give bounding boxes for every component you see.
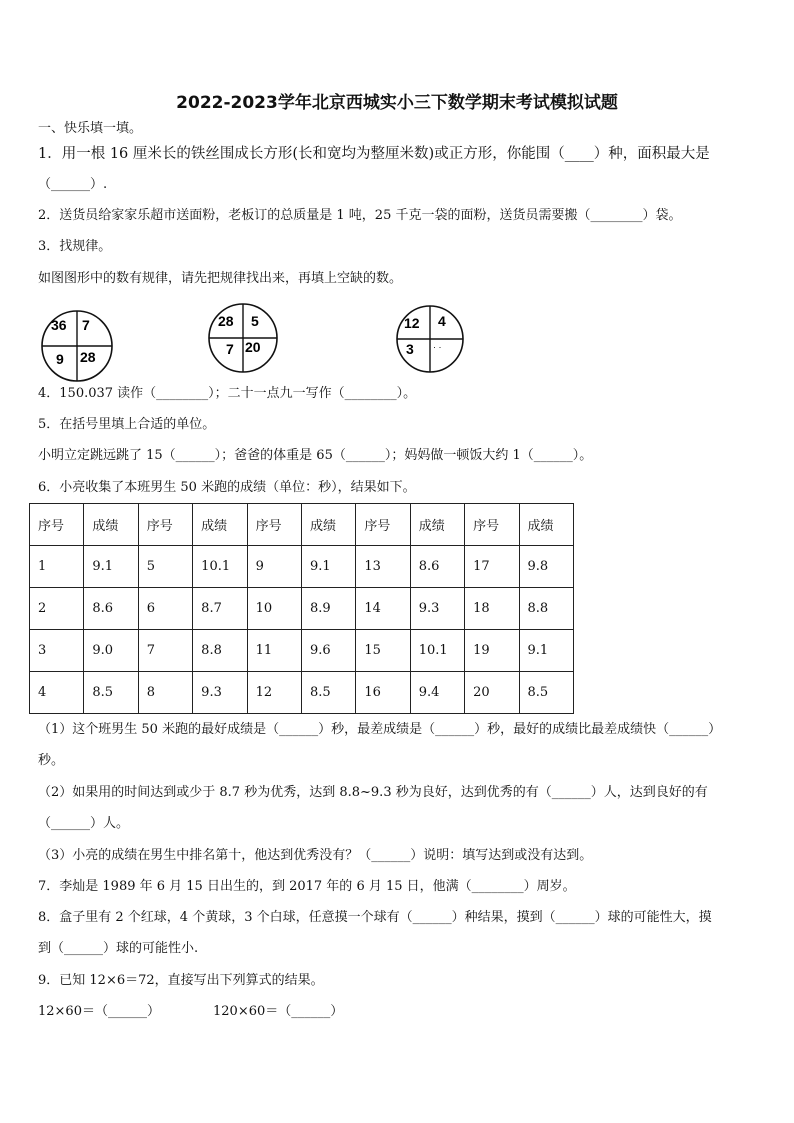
table-cell: 8.5 [84, 672, 138, 714]
question-6: 6．小亮收集了本班男生 50 米跑的成绩（单位：秒），结果如下。 [38, 480, 416, 495]
table-cell: 8.5 [519, 672, 573, 714]
table-cell: 8.5 [301, 672, 355, 714]
header-cell: 序号 [247, 504, 301, 546]
table-cell: 20 [465, 672, 519, 714]
header-cell: 成绩 [193, 504, 247, 546]
table-cell: 10.1 [193, 546, 247, 588]
scores-table [29, 503, 574, 714]
header-cell: 成绩 [301, 504, 355, 546]
table-cell: 9.1 [519, 630, 573, 672]
question-5: 5．在括号里填上合适的单位。 [38, 417, 216, 432]
circle-2-top-left: 28 [218, 313, 234, 329]
table-cell: 1 [30, 546, 84, 588]
header-cell: 成绩 [519, 504, 573, 546]
table-row [30, 546, 574, 588]
table-cell: 8.6 [410, 546, 464, 588]
table-cell: 9 [247, 546, 301, 588]
question-8-line-2: 到（______）球的可能性小. [38, 941, 199, 956]
table-cell: 9.0 [84, 630, 138, 672]
question-9: 9．已知 12×6＝72，直接写出下列算式的结果。 [38, 973, 324, 988]
table-cell: 9.1 [301, 546, 355, 588]
question-6-part-2-line-1: （2）如果用的时间达到或少于 8.7 秒为优秀，达到 8.8~9.3 秒为良好，达到优秀的有（______）人，达到良好的有 [38, 785, 708, 800]
table-cell: 9.3 [193, 672, 247, 714]
circle-1-top-left: 36 [51, 317, 67, 333]
table-cell: 14 [356, 588, 410, 630]
header-cell: 成绩 [410, 504, 464, 546]
pattern-circle-3 [395, 304, 465, 374]
table-cell: 2 [30, 588, 84, 630]
header-cell: 序号 [465, 504, 519, 546]
section-heading: 一、快乐填一填。 [38, 121, 143, 136]
table-cell: 9.6 [301, 630, 355, 672]
header-cell: 序号 [356, 504, 410, 546]
table-cell: 8.8 [519, 588, 573, 630]
circle-1-top-right: 7 [82, 317, 90, 333]
pattern-circle-1 [40, 309, 114, 383]
circle-1-bottom-left: 9 [56, 351, 64, 367]
question-1-line-1: 1．用一根 16 厘米长的铁丝围成长方形(长和宽均为整厘米数)或正方形，你能围（____）种，面积最大是 [38, 146, 710, 162]
table-cell: 8 [138, 672, 192, 714]
question-6-part-1-line-2: 秒。 [38, 753, 65, 768]
table-cell: 9.3 [410, 588, 464, 630]
table-cell: 8.8 [193, 630, 247, 672]
circle-3-bottom-right-blank: · · [433, 342, 442, 352]
table-cell: 4 [30, 672, 84, 714]
page-title: 2022-2023学年北京西城实小三下数学期末考试模拟试题 [176, 93, 618, 113]
table-row [30, 588, 574, 630]
table-cell: 9.1 [84, 546, 138, 588]
header-cell: 成绩 [84, 504, 138, 546]
table-cell: 8.7 [193, 588, 247, 630]
circle-1-bottom-right: 28 [80, 349, 96, 365]
circle-2-top-right: 5 [251, 313, 259, 329]
question-5-detail: 小明立定跳远跳了 15（______）；爸爸的体重是 65（______）；妈妈做一顿饭大约 1（______）。 [38, 448, 593, 463]
table-cell: 10 [247, 588, 301, 630]
header-cell: 序号 [30, 504, 84, 546]
question-6-part-3: （3）小亮的成绩在男生中排名第十，他达到优秀没有？（______）说明：填写达到或没有达到。 [38, 848, 593, 863]
table-cell: 19 [465, 630, 519, 672]
table-cell: 10.1 [410, 630, 464, 672]
table-row [30, 672, 574, 714]
table-header-row [30, 504, 574, 546]
question-9-expression-2: 120×60＝（______） [213, 1004, 344, 1019]
circle-3-bottom-left: 3 [406, 341, 414, 357]
pattern-circle-2 [207, 302, 279, 374]
table-row [30, 630, 574, 672]
circle-2-bottom-right: 20 [245, 339, 261, 355]
question-2: 2．送货员给家家乐超市送面粉，老板订的总质量是 1 吨，25 千克一袋的面粉，送货员需要搬（________）袋。 [38, 208, 682, 223]
question-6-part-2-line-2: （______）人。 [38, 816, 130, 831]
table-cell: 18 [465, 588, 519, 630]
question-3-description: 如图图形中的数有规律，请先把规律找出来，再填上空缺的数。 [38, 271, 403, 286]
question-3: 3．找规律。 [38, 239, 112, 254]
table-cell: 3 [30, 630, 84, 672]
circle-3-top-left: 12 [404, 315, 420, 331]
table-cell: 17 [465, 546, 519, 588]
table-cell: 7 [138, 630, 192, 672]
question-6-part-1-line-1: （1）这个班男生 50 米跑的最好成绩是（______）秒，最差成绩是（______）秒，最好的成绩比最差成绩快（______） [38, 722, 722, 737]
table-cell: 8.6 [84, 588, 138, 630]
table-cell: 11 [247, 630, 301, 672]
table-cell: 15 [356, 630, 410, 672]
table-cell: 6 [138, 588, 192, 630]
question-4: 4．150.037 读作（________）；二十一点九一写作（________）。 [38, 386, 417, 401]
table-cell: 16 [356, 672, 410, 714]
circle-3-top-right: 4 [438, 313, 446, 329]
header-cell: 序号 [138, 504, 192, 546]
table-cell: 8.9 [301, 588, 355, 630]
question-8-line-1: 8．盒子里有 2 个红球，4 个黄球，3 个白球，任意摸一个球有（______）种结果，摸到（______）球的可能性大，摸 [38, 910, 712, 925]
table-cell: 5 [138, 546, 192, 588]
circle-2-bottom-left: 7 [226, 341, 234, 357]
table-cell: 9.8 [519, 546, 573, 588]
question-9-expression-1: 12×60＝（______） [38, 1004, 160, 1019]
table-cell: 9.4 [410, 672, 464, 714]
question-1-line-2: （______）. [38, 177, 108, 192]
table-cell: 12 [247, 672, 301, 714]
question-7: 7．李灿是 1989 年 6 月 15 日出生的，到 2017 年的 6 月 15 日，他满（________）周岁。 [38, 879, 576, 894]
table-cell: 13 [356, 546, 410, 588]
